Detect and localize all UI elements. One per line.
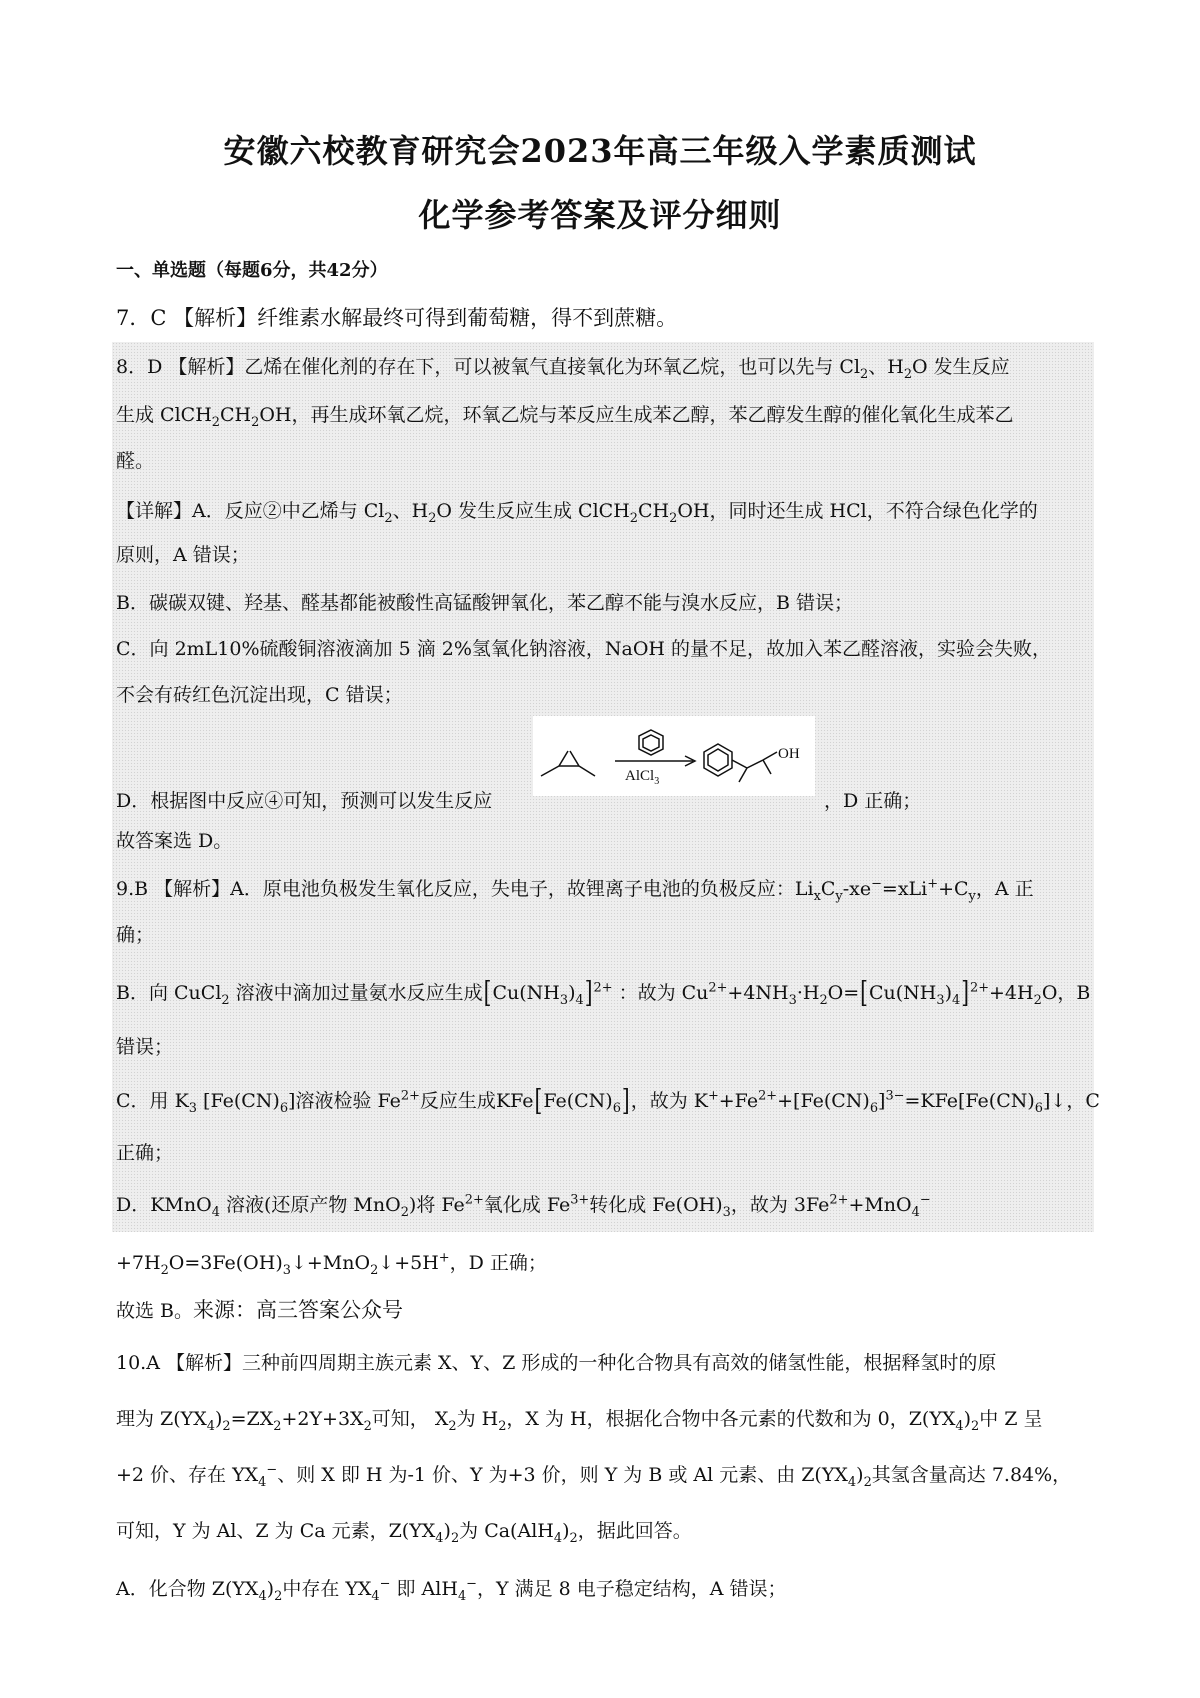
chain-bond [763, 760, 771, 774]
q9-option-c: C．用 $K_3$ $[Fe(CN)_6]$溶液检验 $Fe^{2+}$反应生成$KFe[Fe(CN)_6]$，故为 $K^++Fe^{2+}+[Fe(CN)_6]^{3-}=KFe[Fe(CN)_6]↓$，C [116, 1082, 1100, 1118]
q9-option-b-cont: 错误； [116, 1036, 174, 1058]
q8-option-c-cont: 不会有砖红色沉淀出现，C 错误； [116, 684, 403, 706]
page-subtitle: 化学参考答案及评分细则 [418, 196, 782, 234]
q9-line-2: 确； [116, 924, 155, 946]
epoxide-bond [559, 751, 568, 766]
q8-detail-a: 【详解】A．反应②中乙烯与 $Cl_2$、$H_2O$ 发生反应生成 $ClCH_2CH_2OH$，同时还生成 HCl，不符合绿色化学的 [116, 500, 1038, 526]
q10-line-3: +2 价、存在 $YX_4^-$、则 X 即 H 为-1 价、Y 为+3 价，则 Y 为 B 或 Al 元素、由 $Z(YX_4)_2$其氢含量高达 7.84%， [116, 1462, 1072, 1490]
section-heading: 一、单选题（每题6分，共42分） [116, 260, 388, 281]
epoxide-bond [579, 766, 595, 776]
q9-option-d: D．KMnO$_4$ 溶液(还原产物 MnO$_2$)将 $Fe^{2+}$氧化成 $Fe^{3+}$转化成 $Fe(OH)_3$，故为 $3Fe^{2+}+MnO_4^-$ [116, 1192, 931, 1220]
q8-line-1: 8．D 【解析】乙烯在催化剂的存在下，可以被氧气直接氧化为环氧乙烷，也可以先与 $Cl_2$、$H_2O$ 发生反应 [116, 356, 1010, 382]
chain-bond [763, 752, 777, 760]
q8-line-2: 生成 $ClCH_2CH_2OH$，再生成环氧乙烷，环氧乙烷与苯反应生成苯乙醇，苯乙醇发生醇的催化氧化生成苯乙 [116, 404, 1014, 430]
q7-answer [116, 302, 677, 332]
benzene-inner-ring [643, 735, 659, 751]
q8-line-3: 醛。 [116, 450, 155, 472]
q8-detail-a-cont: 原则，A 错误； [116, 544, 250, 566]
source-note: 来源：高三答案公众号 [193, 1298, 404, 1322]
page-title: 安徽六校教育研究会2023年高三年级入学素质测试 [223, 132, 977, 170]
epoxide-bond [541, 766, 559, 776]
q8-option-c: C．向 2mL10%硫酸铜溶液滴加 5 滴 2%氢氧化钠溶液，NaOH 的量不足，故加入苯乙醛溶液，实验会失败， [116, 638, 1052, 660]
scheme-reagent: AlCl$_3$ [625, 768, 660, 787]
q9-option-d-cont: $+7H_2O=3Fe(OH)_3↓+MnO_2↓+5H^+$，D 正确； [116, 1250, 547, 1278]
q8-option-b: B．碳碳双键、羟基、醛基都能被酸性高锰酸钾氧化，苯乙醇不能与溴水反应，B 错误； [116, 592, 853, 614]
q9-conclusion: 故选 B。来源：高三答案公众号 [116, 1298, 404, 1322]
q9-option-c-cont: 正确； [116, 1142, 174, 1164]
q10-line-4: 可知，Y 为 Al、Z 为 Ca 元素，$Z(YX_4)_2$为 $Ca(AlH_4)_2$，据此回答。 [116, 1520, 692, 1546]
chain-bond [739, 768, 747, 782]
q8-conclusion: 故答案选 D。 [116, 830, 233, 852]
q8-option-d-prefix: D．根据图中反应④可知，预测可以发生反应 [116, 790, 493, 812]
q9-option-b: B．向 CuCl$_2$ 溶液中滴加过量氨水反应生成$[Cu(NH_3)_4]^{2+}$ ：故为 $Cu^{2+}+4NH_3\cdot H_2O=[Cu(NH_3)_4]^{2+}+4H_2O$，B [116, 974, 1091, 1010]
chain-bond [747, 760, 763, 768]
q10-line-1: 10.A 【解析】三种前四周期主族元素 X、Y、Z 形成的一种化合物具有高效的储氢性能，根据释氢时的原 [116, 1352, 997, 1374]
q10-option-a: A．化合物 $Z(YX_4)_2$中存在 $YX_4^-$ 即 AlH$_4$−，Y 满足 8 电子稳定结构，A 错误； [116, 1576, 787, 1604]
q8-option-d-suffix: ，D 正确； [824, 790, 922, 812]
product-benzene-inner-ring [708, 749, 728, 771]
q10-line-2: 理为 $Z(YX_4)_2=ZX_2+2Y+3X_2$可知， $X_2$为 $H_2$，X 为 H，根据化合物中各元素的代数和为 0，$Z(YX_4)_2$中 Z 呈 [116, 1408, 1043, 1434]
q9-line-1: 9.B 【解析】A．原电池负极发生氧化反应，失电子，故锂离子电池的负极反应：$Li_xC_y-xe^-=xLi^++C_y$，A 正 [116, 876, 1034, 904]
reaction-scheme [533, 716, 815, 796]
q7-text: 纤维素水解最终可得到葡萄糖，得不到蔗糖。 [257, 306, 678, 330]
q7-tag: 【解析】 [173, 306, 258, 330]
epoxide-bond [570, 751, 579, 766]
q7-number: 7．C [116, 306, 167, 330]
scheme-oh-label: OH [778, 746, 800, 762]
chain-bond [732, 760, 747, 768]
